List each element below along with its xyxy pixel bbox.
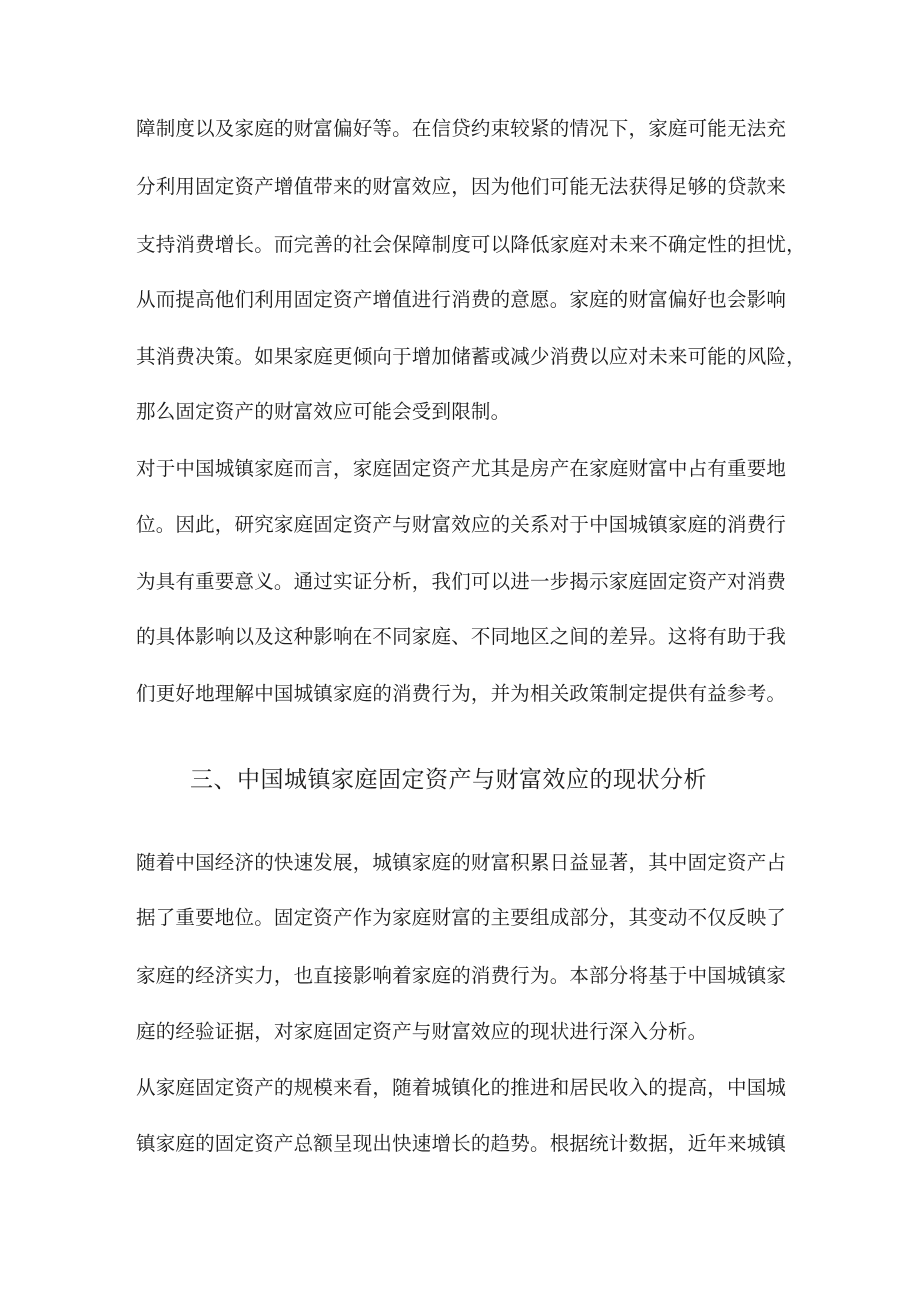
text-line: 镇家庭的固定资产总额呈现出快速增长的趋势。根据统计数据，近年来城镇 [136, 1132, 787, 1155]
text-line: 们更好地理解中国城镇家庭的消费行为，并为相关政策制定提供有益参考。 [136, 682, 787, 705]
text-line: 对于中国城镇家庭而言，家庭固定资产尤其是房产在家庭财富中占有重要地 [136, 457, 787, 480]
text-line: 分利用固定资产增值带来的财富效应，因为他们可能无法获得足够的贷款来 [136, 175, 787, 198]
text-line: 家庭的经济实力，也直接影响着家庭的消费行为。本部分将基于中国城镇家 [136, 964, 787, 987]
text-line: 的具体影响以及这种影响在不同家庭、不同地区之间的差异。这将有助于我 [136, 625, 787, 648]
text-line: 那么固定资产的财富效应可能会受到限制。 [136, 400, 511, 423]
text-line: 随着中国经济的快速发展，城镇家庭的财富积累日益显著，其中固定资产占 [136, 851, 787, 874]
text-line: 从家庭固定资产的规模来看，随着城镇化的推进和居民收入的提高，中国城 [136, 1076, 787, 1099]
section-heading: 三、中国城镇家庭固定资产与财富效应的现状分析 [190, 767, 707, 793]
text-line: 为具有重要意义。通过实证分析，我们可以进一步揭示家庭固定资产对消费 [136, 570, 787, 593]
text-line: 障制度以及家庭的财富偏好等。在信贷约束较紧的情况下，家庭可能无法充 [136, 117, 787, 140]
text-line: 其消费决策。如果家庭更倾向于增加储蓄或减少消费以应对未来可能的风险， [136, 345, 806, 368]
text-line: 支持消费增长。而完善的社会保障制度可以降低家庭对未来不确定性的担忧， [136, 233, 806, 256]
text-line: 从而提高他们利用固定资产增值进行消费的意愿。家庭的财富偏好也会影响 [136, 288, 787, 311]
text-line: 据了重要地位。固定资产作为家庭财富的主要组成部分，其变动不仅反映了 [136, 906, 787, 929]
text-line: 庭的经验证据，对家庭固定资产与财富效应的现状进行深入分析。 [136, 1020, 708, 1043]
text-line: 位。因此，研究家庭固定资产与财富效应的关系对于中国城镇家庭的消费行 [136, 513, 787, 536]
